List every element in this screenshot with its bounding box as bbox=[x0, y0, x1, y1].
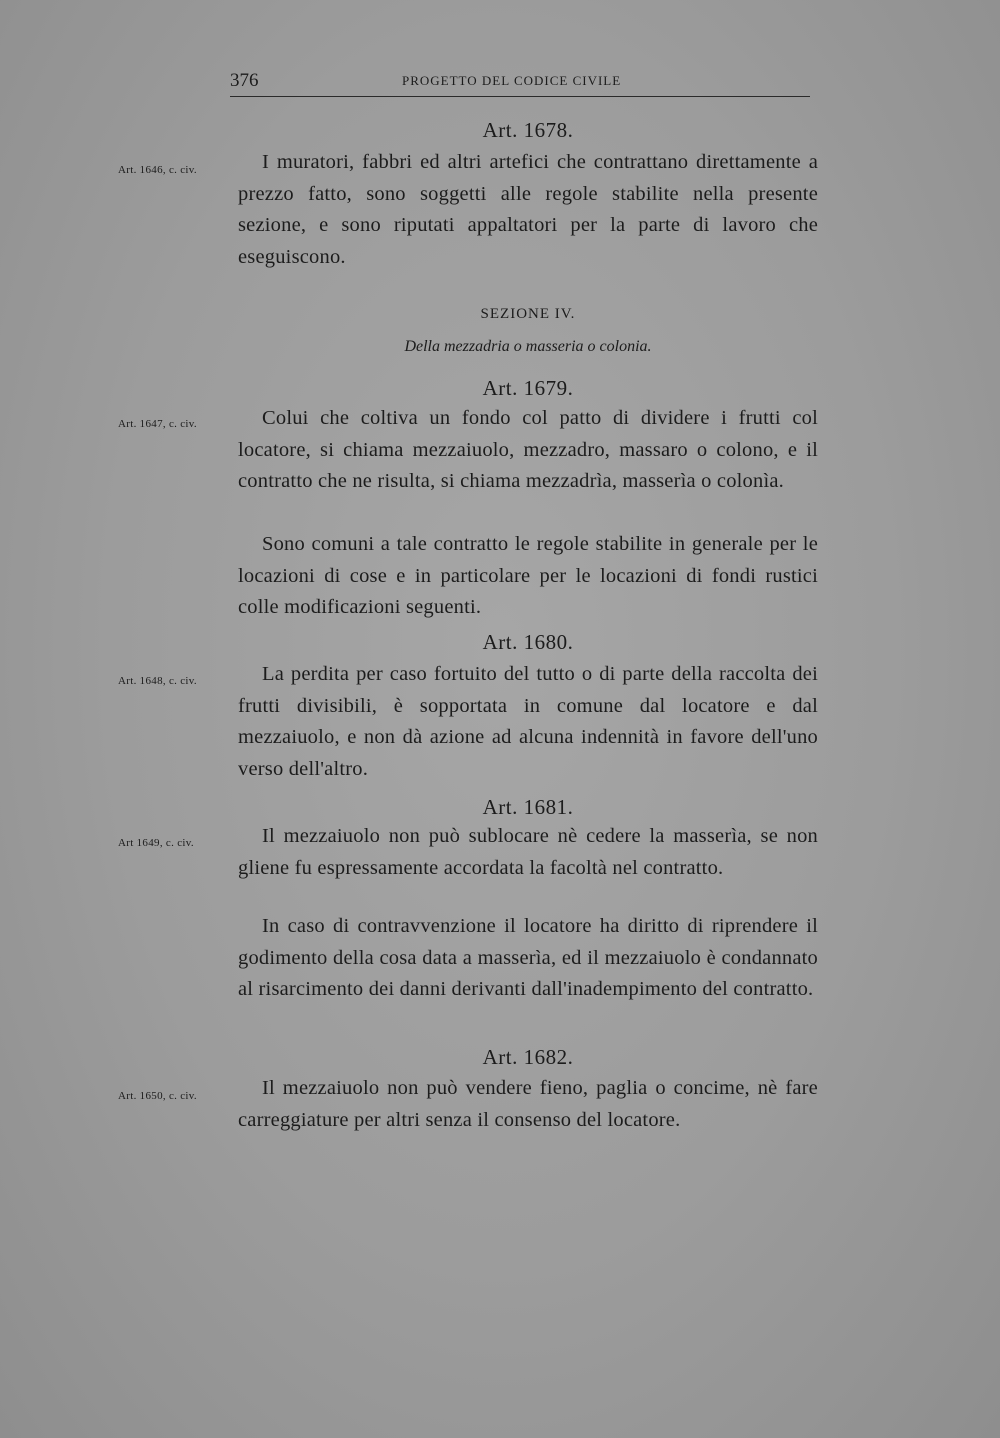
page-number: 376 bbox=[230, 70, 259, 91]
article-title: Art. 1679. bbox=[482, 376, 574, 400]
article-paragraph: Il mezzaiuolo non può sublocare nè cedere la masserìa, se non gliene fu espressamente accordata la facoltà nel contratto. bbox=[238, 825, 818, 879]
article-paragraph: In caso di contravvenzione il locatore ha diritto di riprendere il godimento della cosa data a masserìa, ed il mezzaiuolo è condannato al risarcimento dei danni derivanti dall'inadempimento del contratto. bbox=[238, 915, 818, 1000]
header-rule bbox=[230, 96, 810, 97]
article-title: Art. 1682. bbox=[482, 1045, 574, 1069]
article-title: Art. 1678. bbox=[482, 118, 574, 142]
article-title: Art. 1681. bbox=[482, 795, 574, 819]
article-paragraph: I muratori, fabbri ed altri artefici che contrattano direttamente a prezzo fatto, sono soggetti alle regole stabilite nella presente sezione, e sono riputati appaltatori per la parte di lavoro che eseguiscono. bbox=[238, 151, 818, 268]
margin-reference: Art 1649, c. civ. bbox=[118, 837, 194, 849]
article-paragraph: Il mezzaiuolo non può vendere fieno, paglia o concime, nè fare carreggiature per altri senza il consenso del locatore. bbox=[238, 1077, 818, 1131]
margin-reference: Art. 1647, c. civ. bbox=[118, 418, 197, 430]
section-subtitle: Della mezzadria o masseria o colonia. bbox=[404, 338, 652, 355]
margin-reference: Art. 1650, c. civ. bbox=[118, 1090, 197, 1102]
page-header bbox=[230, 70, 810, 98]
article-paragraph: La perdita per caso fortuito del tutto o di parte della raccolta dei frutti divisibili, è sopportata in comune dal locatore e dal mezzaiuolo, e non dà azione ad alcuna indennità in favore dell'uno verso dell'altro. bbox=[238, 663, 818, 780]
margin-reference: Art. 1646, c. civ. bbox=[118, 164, 197, 176]
running-title: PROGETTO DEL CODICE CIVILE bbox=[402, 73, 622, 88]
article-paragraph: Sono comuni a tale contratto le regole stabilite in generale per le locazioni di cose e in particolare per le locazioni di fondi rustici colle modificazioni seguenti. bbox=[238, 533, 818, 618]
margin-reference: Art. 1648, c. civ. bbox=[118, 675, 197, 687]
section-heading: SEZIONE IV. bbox=[480, 306, 576, 322]
article-paragraph: Colui che coltiva un fondo col patto di dividere i frutti col locatore, si chiama mezzaiuolo, mezzadro, massaro o colono, e il contratto che ne risulta, si chiama mezzadrìa, masserìa o colonìa. bbox=[238, 407, 818, 492]
article-title: Art. 1680. bbox=[482, 630, 574, 654]
